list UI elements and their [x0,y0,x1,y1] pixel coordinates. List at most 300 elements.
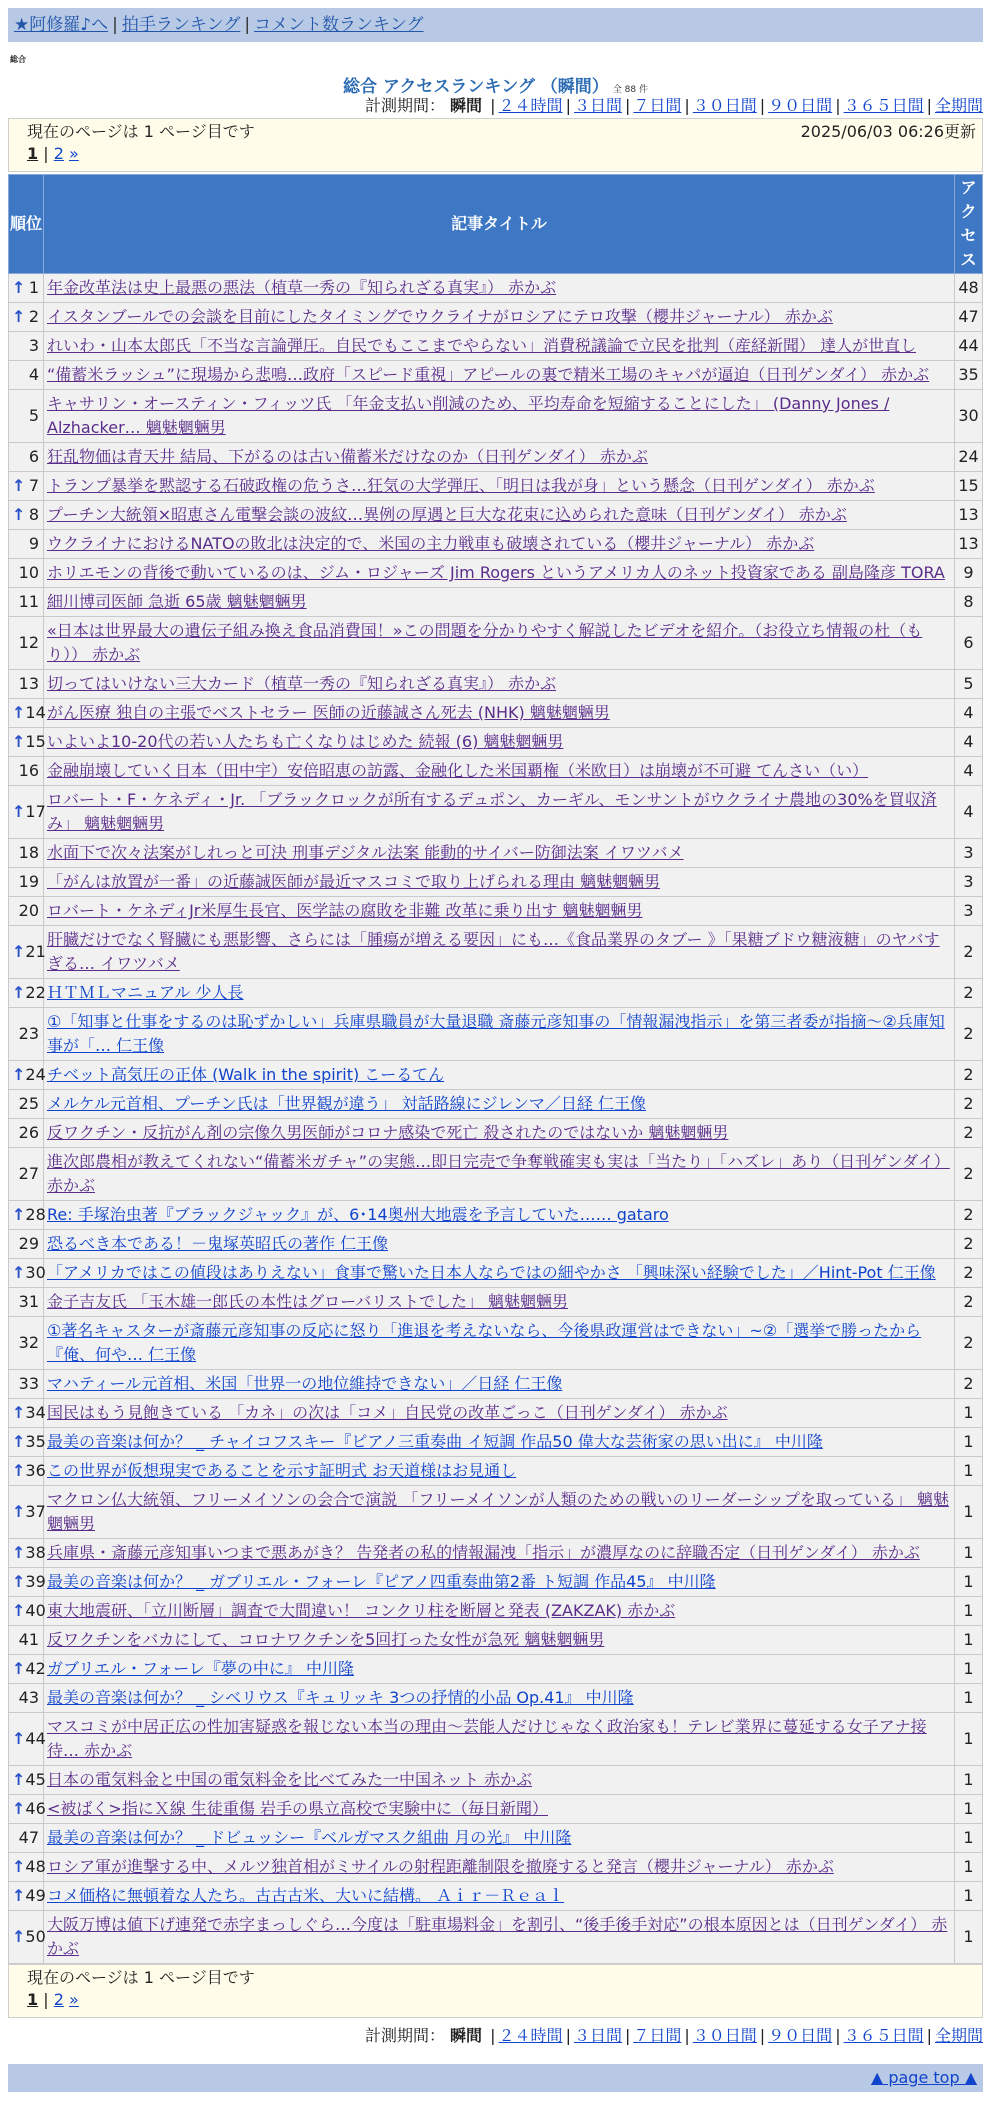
access-count: 1 [955,1824,983,1853]
table-row [9,868,983,897]
table-row [9,274,983,303]
title-cell [44,1119,955,1148]
access-count: 2 [955,1008,983,1061]
access-count: 1 [955,1911,983,1964]
rank-number: 28 [25,1205,46,1224]
rank-cell [9,1457,44,1486]
access-count: 4 [955,699,983,728]
article-link[interactable]: «日本は世界最大の遺伝子組み換え食品消費国！»この問題を分かりやすく解説したビデオを紹介。（お役立ち情報の杜（もり）） 赤かぶ [47,621,923,664]
article-link[interactable]: この世界が仮想現実であることを示す証明式 お天道様はお見通し [47,1461,517,1480]
table-row [9,617,983,670]
table-row [9,728,983,757]
access-count: 1 [955,1684,983,1713]
article-link[interactable]: 「がんは放置が一番」の近藤誠医師が最近マスコミで取り上げられる理由 魑魅魍魎男 [47,872,661,891]
table-row [9,1399,983,1428]
article-link[interactable]: コメ価格に無頓着な人たち。古古古米、大いに結構。 Ａｉｒ－Ｒｅａｌ [47,1886,565,1905]
title-cell [44,443,955,472]
rank-cell [9,839,44,868]
table-row [9,926,983,979]
rank-cell [9,1090,44,1119]
title-cell [44,361,955,390]
pager-next[interactable]: » [69,144,79,163]
rank-cell [9,1008,44,1061]
rank-cell [9,1795,44,1824]
access-count: 1 [955,1882,983,1911]
table-row [9,1370,983,1399]
table-row [9,1853,983,1882]
up-arrow-icon: ↑ [12,732,26,751]
rank-cell [9,1288,44,1317]
table-row [9,303,983,332]
rank-number: 45 [25,1770,46,1789]
rank-cell [9,1486,44,1539]
rank-cell [9,443,44,472]
table-row [9,1824,983,1853]
rank-cell [9,728,44,757]
rank-number: 6 [28,447,39,466]
title-cell [44,390,955,443]
rank-cell [9,501,44,530]
access-count: 24 [955,443,983,472]
rank-number: 36 [25,1461,46,1480]
table-row [9,1230,983,1259]
title-cell [44,1008,955,1061]
article-link[interactable]: ＨＴＭＬマニュアル 少人長 [47,983,244,1002]
pager-next[interactable]: » [69,1990,79,2009]
article-link[interactable]: がん医療 独自の主張でベストセラー 医師の近藤誠さん死去 (NHK) 魑魅魍魎男 [47,703,610,722]
rank-cell [9,1370,44,1399]
access-count: 44 [955,332,983,361]
article-link[interactable]: ウクライナにおけるNATOの敗北は決定的で、米国の主力戦車も破壊されている（櫻井ジャーナル） 赤かぶ [47,534,815,553]
article-link[interactable]: キャサリン・オースティン・フィッツ氏 「年金支払い削減のため、平均寿命を短縮することにした」 (Danny Jones / Alzhacker… 魑魅魍魎男 [47,394,890,437]
rank-number: 48 [25,1857,46,1876]
article-link[interactable]: ロバート・ケネディJr米厚生長官、医学誌の腐敗を非難 改革に乗り出す 魑魅魍魎男 [47,901,643,920]
rank-cell [9,1148,44,1201]
title-cell [44,303,955,332]
access-count: 1 [955,1457,983,1486]
period-link-5[interactable]: ３６５日間 [843,96,924,115]
table-row [9,559,983,588]
rank-number: 39 [25,1572,46,1591]
rank-number: 11 [18,592,39,611]
title-cell [44,1399,955,1428]
rank-number: 21 [25,942,46,961]
title-cell [44,670,955,699]
applause-ranking-link[interactable]: 拍手ランキング [121,15,241,35]
rank-cell [9,1259,44,1288]
access-count: 6 [955,617,983,670]
article-link[interactable]: ホリエモンの背後で動いているのは、ジム・ロジャーズ Jim Rogers というアメリカ人のネット投資家である 副島隆彦 TORA [47,563,945,582]
rank-cell [9,1824,44,1853]
category-label: 総合 [10,55,26,64]
article-link[interactable]: れいわ・山本太郎氏「不当な言論弾圧。自民でもここまでやらない」消費税議論で立民を批判（産経新聞） 達人が世直し [47,336,917,355]
title-cell [44,868,955,897]
table-row [9,1201,983,1230]
rank-number: 9 [28,534,39,553]
period-current: 瞬間 [450,96,483,115]
up-arrow-icon: ↑ [12,942,26,961]
up-arrow-icon: ↑ [12,983,26,1002]
title-cell [44,786,955,839]
up-arrow-icon: ↑ [12,1886,26,1905]
article-link[interactable]: 切ってはいけない三大カード（植草一秀の『知られざる真実』） 赤かぶ [47,674,557,693]
footer-bar [8,2064,983,2092]
table-header-row [9,175,983,274]
access-count: 2 [955,1119,983,1148]
up-arrow-icon: ↑ [12,1799,26,1818]
table-row [9,897,983,926]
article-link[interactable]: 「アメリカではこの値段はありえない」食事で驚いた日本人ならではの細やかさ 「興味深い経験でした」／Hint-Pot 仁王像 [47,1263,936,1282]
access-count: 2 [955,1317,983,1370]
title-cell [44,1766,955,1795]
title-cell [44,501,955,530]
rank-cell [9,1713,44,1766]
article-link[interactable]: イスタンブールでの会談を目前にしたタイミングでウクライナがロシアにテロ攻撃（櫻井ジャーナル） 赤かぶ [47,307,833,326]
up-arrow-icon: ↑ [12,1205,26,1224]
period-link-2[interactable]: ７日間 [633,2026,682,2045]
title-cell [44,1317,955,1370]
title-cell [44,1090,955,1119]
access-count: 8 [955,588,983,617]
article-link[interactable]: 大阪万博は値下げ連発で赤字まっしぐら…今度は「駐車場料金」を割引、“後手後手対応”の根本原因とは（日刊ゲンダイ） 赤かぶ [47,1915,948,1958]
rank-cell [9,530,44,559]
period-selector-bottom: 計測期間： 瞬間 | ２４時間 | ３日間 | ７日間 | ３０日間 | ９０日間 | ３６５日間 | 全期間 [364,2026,983,2045]
rank-number: 38 [25,1543,46,1562]
rank-number: 1 [28,278,39,297]
rank-cell [9,617,44,670]
article-link[interactable]: マハティール元首相、米国「世界一の地位維持できない」／日経 仁王像 [47,1374,563,1393]
title-cell [44,1911,955,1964]
article-link[interactable]: 最美の音楽は何か？ _ ガブリエル・フォーレ『ピアノ四重奏曲第2番 ト短調 作品45』 中川隆 [47,1572,716,1591]
period-link-0[interactable]: ２４時間 [498,96,563,115]
up-arrow-icon: ↑ [12,1502,26,1521]
up-arrow-icon: ↑ [12,1770,26,1789]
table-row [9,443,983,472]
article-link[interactable]: マクロン仏大統領、フリーメイソンの会合で演説 「フリーメイソンが人類のための戦いのリーダーシップを取っている」 魑魅魍魎男 [47,1490,950,1533]
table-row [9,1148,983,1201]
rank-cell [9,1230,44,1259]
period-current: 瞬間 [450,2026,483,2045]
rank-number: 3 [28,336,39,355]
article-link[interactable]: 肝臓だけでなく腎臓にも悪影響、さらには「腫瘍が増える要因」にも…《食品業界のタブー 》「果糖ブドウ糖液糖」のヤバすぎる… イワツバメ [47,930,940,973]
up-arrow-icon: ↑ [12,1461,26,1480]
rank-number: 22 [25,983,46,1002]
rank-cell [9,1061,44,1090]
rank-number: 13 [18,674,39,693]
rank-number: 40 [25,1601,46,1620]
period-link-5[interactable]: ３６５日間 [843,2026,924,2045]
title-cell [44,1288,955,1317]
rank-number: 8 [28,505,39,524]
up-arrow-icon: ↑ [12,1729,26,1748]
title-cell [44,897,955,926]
article-link[interactable]: 最美の音楽は何か？ _ ドビュッシー『ベルガマスク組曲 月の光』 中川隆 [47,1828,572,1847]
rank-cell [9,588,44,617]
article-link[interactable]: 国民はもう見飽きている 「カネ」の次は「コメ」自民党の改革ごっこ（日刊ゲンダイ） 赤かぶ [47,1403,728,1422]
rank-number: 24 [25,1065,46,1084]
article-link[interactable]: プーチン大統領×昭恵さん電撃会談の波紋…異例の厚遇と巨大な花束に込められた意味（日刊ゲンダイ） 赤かぶ [47,505,847,524]
access-count: 1 [955,1539,983,1568]
access-count: 2 [955,1061,983,1090]
rank-cell [9,868,44,897]
page-top-link[interactable]: ▲ page top ▲ [870,2068,977,2087]
table-row [9,1626,983,1655]
access-count: 1 [955,1568,983,1597]
rank-cell [9,559,44,588]
access-count: 48 [955,274,983,303]
rank-number: 32 [18,1333,39,1352]
table-row [9,530,983,559]
access-count: 1 [955,1766,983,1795]
title-cell [44,1370,955,1399]
up-arrow-icon: ↑ [12,1263,26,1282]
table-row [9,1428,983,1457]
table-row [9,390,983,443]
period-selector-top: 計測期間： 瞬間 | ２４時間 | ３日間 | ７日間 | ３０日間 | ９０日間 | ３６５日間 | 全期間 [364,96,983,115]
table-row [9,1539,983,1568]
title-cell [44,1457,955,1486]
rank-number: 50 [25,1927,46,1946]
article-link[interactable]: ①著名キャスターが斎藤元彦知事の反応に怒り「進退を考えないなら、今後県政運営はできない」~②「選挙で勝ったから『俺、何や… 仁王像 [47,1321,922,1364]
pager: 1 | 2 » [27,144,79,163]
rank-cell [9,1655,44,1684]
title-cell [44,1148,955,1201]
rank-cell [9,1766,44,1795]
ranking-table [8,174,983,1964]
title-cell [44,1230,955,1259]
period-link-4[interactable]: ９０日間 [768,2026,833,2045]
period-link-1[interactable]: ３日間 [573,96,622,115]
rank-cell [9,361,44,390]
article-link[interactable]: 細川博司医師 急逝 65歳 魑魅魍魎男 [47,592,307,611]
access-count: 3 [955,868,983,897]
table-row [9,1288,983,1317]
rank-cell [9,472,44,501]
up-arrow-icon: ↑ [12,802,26,821]
rank-cell [9,1399,44,1428]
title-cell [44,728,955,757]
access-count: 15 [955,472,983,501]
access-count: 1 [955,1655,983,1684]
table-row [9,332,983,361]
up-arrow-icon: ↑ [12,1572,26,1591]
table-row [9,1457,983,1486]
title-cell [44,1259,955,1288]
up-arrow-icon: ↑ [12,476,26,495]
rank-number: 29 [18,1234,39,1253]
access-count: 13 [955,530,983,559]
pager-page-2[interactable]: 2 [53,1990,64,2009]
rank-cell [9,1317,44,1370]
rank-cell [9,390,44,443]
access-count: 4 [955,757,983,786]
access-count: 2 [955,1148,983,1201]
table-row [9,1713,983,1766]
up-arrow-icon: ↑ [12,505,26,524]
article-link[interactable]: 金子吉友氏 「玉木雄一郎氏の本性はグローバリストでした」 魑魅魍魎男 [47,1292,569,1311]
rank-number: 33 [18,1374,39,1393]
period-link-6[interactable]: 全期間 [934,2026,983,2045]
table-row [9,1795,983,1824]
article-link[interactable]: 年金改革法は史上最悪の悪法（植草一秀の『知られざる真実』） 赤かぶ [47,278,557,297]
up-arrow-icon: ↑ [12,1927,26,1946]
article-link[interactable]: 東大地震研、「立川断層」調査で大間違い！ コンクリ柱を断層と発表 (ZAKZAK) 赤かぶ [47,1601,676,1620]
article-link[interactable]: ロシア軍が進撃する中、メルツ独首相がミサイルの射程距離制限を撤廃すると発言（櫻井ジャーナル） 赤かぶ [47,1857,834,1876]
period-link-4[interactable]: ９０日間 [768,96,833,115]
access-count: 2 [955,1288,983,1317]
article-link[interactable]: “備蓄米ラッシュ”に現場から悲鳴…政府「スピード重視」アピールの裏で精米工場のキャパが逼迫（日刊ゲンダイ） 赤かぶ [47,365,930,384]
rank-cell [9,699,44,728]
rank-number: 42 [25,1659,46,1678]
access-count: 3 [955,897,983,926]
total-count: 全 88 件 [612,85,648,95]
period-link-3[interactable]: ３０日間 [692,96,757,115]
up-arrow-icon: ↑ [12,703,26,722]
title-cell [44,1626,955,1655]
pager-current: 1 [27,1990,39,2009]
title-cell [44,274,955,303]
rank-cell [9,1539,44,1568]
period-link-6[interactable]: 全期間 [934,96,983,115]
rank-number: 41 [18,1630,39,1649]
table-row [9,1766,983,1795]
current-page-text: 現在のページは 1 ページ目です [27,1968,255,1987]
period-link-2[interactable]: ７日間 [633,96,682,115]
table-row [9,1317,983,1370]
title-cell [44,1824,955,1853]
up-arrow-icon: ↑ [12,1543,26,1562]
table-row [9,757,983,786]
title-cell [44,757,955,786]
period-link-3[interactable]: ３０日間 [692,2026,757,2045]
access-count: 2 [955,979,983,1008]
article-link[interactable]: メルケル元首相、プーチン氏は「世界観が違う」 対話路線にジレンマ／日経 仁王像 [47,1094,646,1113]
table-row [9,786,983,839]
title-cell [44,1428,955,1457]
table-row [9,1090,983,1119]
title-cell [44,559,955,588]
access-count: 2 [955,1230,983,1259]
access-count: 4 [955,728,983,757]
rank-cell [9,1428,44,1457]
rank-number: 16 [18,761,39,780]
table-row [9,1655,983,1684]
table-row [9,1259,983,1288]
table-row [9,1119,983,1148]
up-arrow-icon: ↑ [12,1659,26,1678]
period-link-1[interactable]: ３日間 [573,2026,622,2045]
article-link[interactable]: 反ワクチン・反抗がん剤の宗像久男医師がコロナ感染で死亡 殺されたのではないか 魑魅魍魎男 [47,1123,729,1142]
article-link[interactable]: マスコミが中居正広の性加害疑惑を報じない本当の理由〜芸能人だけじゃなく政治家も！テレビ業界に蔓延する女子アナ接待… 赤かぶ [47,1717,927,1760]
table-row [9,1486,983,1539]
rank-number: 27 [18,1164,39,1183]
rank-number: 23 [18,1024,39,1043]
rank-cell [9,757,44,786]
table-row [9,699,983,728]
title-cell [44,1539,955,1568]
access-count: 9 [955,559,983,588]
up-arrow-icon: ↑ [12,1857,26,1876]
rank-cell [9,1201,44,1230]
pager: 1 | 2 » [27,1990,79,2009]
rank-number: 18 [18,843,39,862]
title-cell [44,332,955,361]
article-link[interactable]: 反ワクチンをバカにして、コロナワクチンを5回打った女性が急死 魑魅魍魎男 [47,1630,605,1649]
article-link[interactable]: 最美の音楽は何か？ _ チャイコフスキー『ピアノ三重奏曲 イ短調 作品50 偉大な芸術家の思い出に』 中川隆 [47,1432,823,1451]
period-link-0[interactable]: ２４時間 [498,2026,563,2045]
article-link[interactable]: 恐るべき本である！－鬼塚英昭氏の著作 仁王像 [47,1234,389,1253]
article-link[interactable]: 最美の音楽は何か？ _ シベリウス『キュリッキ 3つの抒情的小品 Op.41』 中川隆 [47,1688,634,1707]
title-cell [44,617,955,670]
rank-number: 14 [25,703,46,722]
page-title-row [8,72,983,97]
article-link[interactable]: 日本の電気料金と中国の電気料金を比べてみた一中国ネット 赤かぶ [47,1770,533,1789]
title-cell [44,1486,955,1539]
article-link[interactable]: トランプ暴挙を黙認する石破政権の危うさ…狂気の大学弾圧、「明日は我が身」という懸念（日刊ゲンダイ） 赤かぶ [47,476,875,495]
table-row [9,501,983,530]
article-link[interactable]: <被ばく>指にＸ線 生徒重傷 岩手の県立高校で実験中に（毎日新聞） [47,1799,548,1818]
rank-number: 26 [18,1123,39,1142]
rank-cell [9,926,44,979]
rank-number: 31 [18,1292,39,1311]
title-cell [44,699,955,728]
comment-ranking-link[interactable]: コメント数ランキング [254,15,424,35]
title-cell [44,1713,955,1766]
access-count: 1 [955,1795,983,1824]
rank-number: 4 [28,365,39,384]
article-link[interactable]: ガブリエル・フォーレ『夢の中に』 中川隆 [47,1659,355,1678]
table-row [9,1911,983,1964]
access-count: 13 [955,501,983,530]
rank-cell [9,1597,44,1626]
rank-number: 43 [18,1688,39,1707]
article-link[interactable]: 水面下で次々法案がしれっと可決 刑事デジタル法案 能動的サイバー防御法案 イワツバメ [47,843,684,862]
article-link[interactable]: 進次郎農相が教えてくれない“備蓄米ガチャ”の実態…即日完売で争奪戦確実も実は「当たり」「ハズレ」あり（日刊ゲンダイ） 赤かぶ [47,1152,950,1195]
rank-number: 44 [25,1729,46,1748]
access-count: 2 [955,926,983,979]
article-link[interactable]: 兵庫県・斎藤元彦知事いつまで悪あがき？ 告発者の私的情報漏洩「指示」が濃厚なのに辞職否定（日刊ゲンダイ） 赤かぶ [47,1543,920,1562]
rank-number: 5 [28,406,39,425]
header-access: アクセス [955,175,983,274]
access-count: 3 [955,839,983,868]
page-title: 総合 アクセスランキング （瞬間） [342,77,609,97]
access-count: 1 [955,1399,983,1428]
article-link[interactable]: いよいよ10-20代の若い人たちも亡くなりはじめた 続報 (6) 魑魅魍魎男 [47,732,564,751]
title-cell [44,1201,955,1230]
rank-cell [9,979,44,1008]
rank-number: 25 [18,1094,39,1113]
up-arrow-icon: ↑ [12,1065,26,1084]
access-count: 35 [955,361,983,390]
pager-page-2[interactable]: 2 [53,144,64,163]
up-arrow-icon: ↑ [12,1432,26,1451]
updated-time: 2025/06/03 06:26更新 [800,122,976,141]
page-info-bottom [8,1964,983,2018]
article-link[interactable]: ①「知事と仕事をするのは恥ずかしい」兵庫県職員が大量退職 斎藤元彦知事の「情報漏洩指示」を第三者委が指摘～②兵庫知事が「… 仁王像 [47,1012,945,1055]
article-link[interactable]: ロバート・F・ケネディ・Jr. 「ブラックロックが所有するデュポン、カーギル、モンサントがウクライナ農地の30%を買収済み」 魑魅魍魎男 [47,790,937,833]
article-link[interactable]: 狂乱物価は青天井 結局、下がるのは古い備蓄米だけなのか（日刊ゲンダイ） 赤かぶ [47,447,648,466]
article-link[interactable]: Re: 手塚治虫著『ブラックジャック』が、6･14奥州大地震を予言していた…… gataro [47,1205,669,1224]
article-link[interactable]: チベット高気圧の正体 (Walk in the spirit) こーるてん [47,1065,445,1084]
header-rank: 順位 [9,175,44,274]
up-arrow-icon: ↑ [12,1601,26,1620]
rank-cell [9,786,44,839]
home-link[interactable]: ★阿修羅♪へ [14,15,109,35]
up-arrow-icon: ↑ [12,307,26,326]
article-link[interactable]: 金融崩壊していく日本（田中宇）安倍昭恵の訪露、金融化した米国覇権（米欧日）は崩壊が不可避 てんさい（い） [47,761,869,780]
rank-cell [9,1911,44,1964]
title-cell [44,588,955,617]
